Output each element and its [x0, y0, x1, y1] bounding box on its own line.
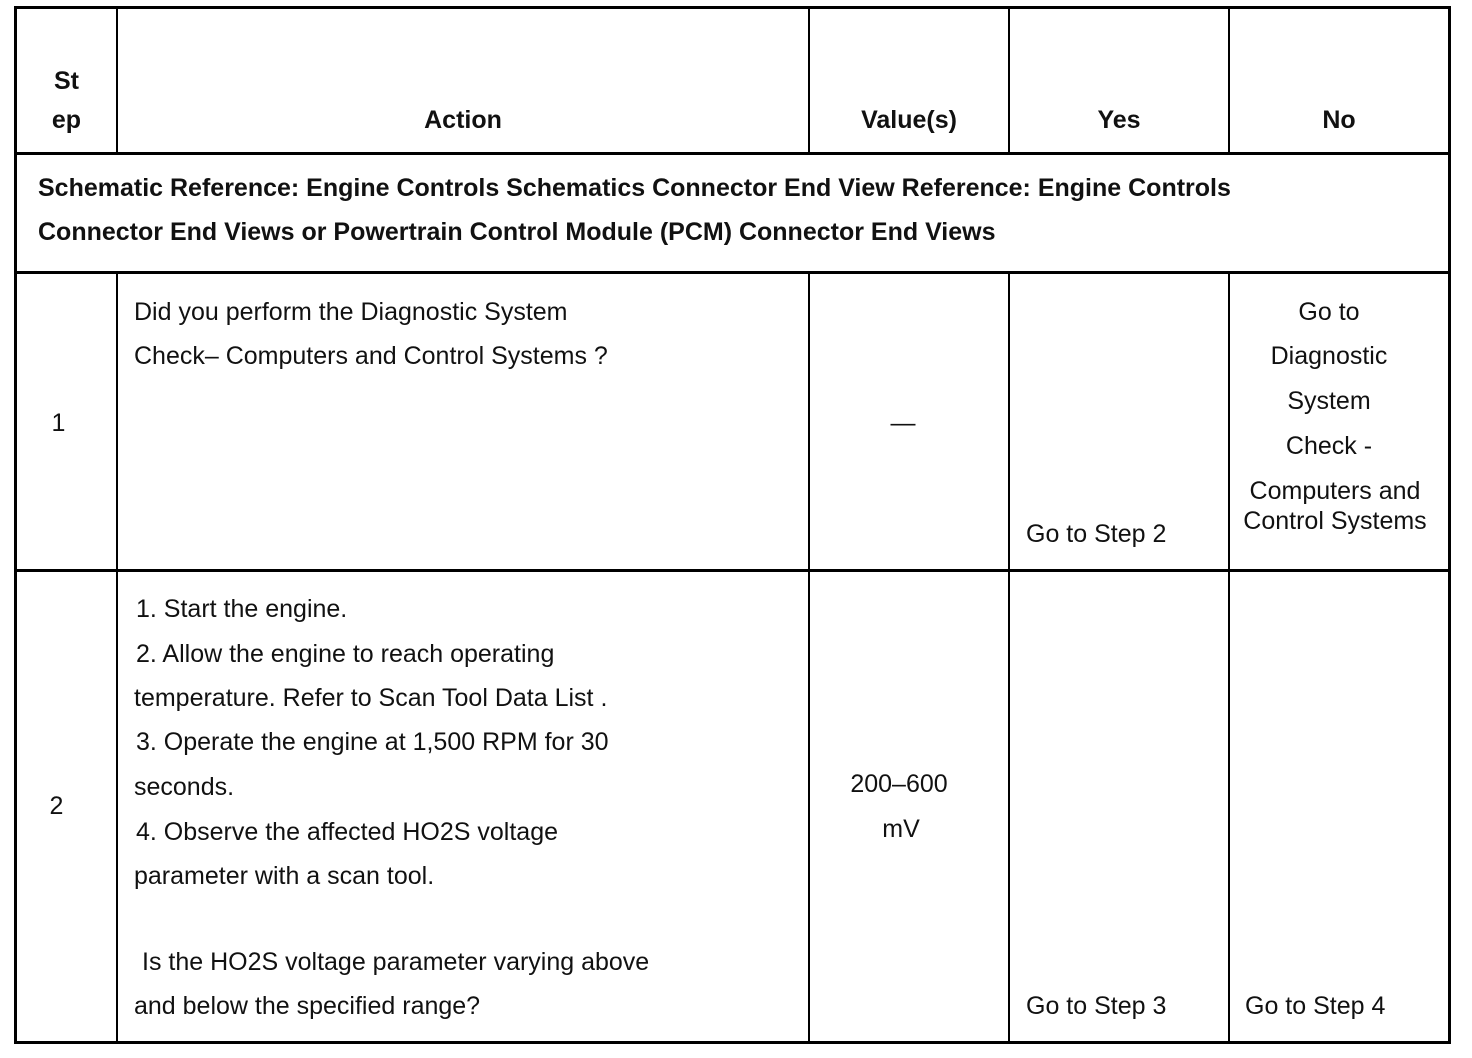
no-link[interactable]: Diagnostic: [1270, 342, 1388, 370]
col-divider-step: [116, 271, 118, 1043]
action-text: Check– Computers and Control Systems ?: [134, 342, 608, 370]
no-link[interactable]: Computers and: [1249, 477, 1421, 505]
reference-divider: [14, 271, 1451, 274]
action-text: 4. Observe the affected HO2S voltage: [136, 818, 559, 846]
no-link[interactable]: Go to Step 4: [1245, 992, 1386, 1020]
action-text: 3. Operate the engine at 1,500 RPM for 30: [136, 728, 609, 756]
header-step-line2: ep: [51, 106, 82, 134]
value-text: —: [890, 409, 916, 437]
no-link[interactable]: Control Systems: [1243, 507, 1427, 535]
action-text: temperature. Refer to Scan Tool Data List .: [134, 684, 608, 712]
action-text: Did you perform the Diagnostic System: [134, 298, 568, 326]
header-yes: Yes: [1097, 106, 1141, 134]
schematic-reference-line1: Schematic Reference: Engine Controls Schematics Connector End View Reference: Engine Controls: [38, 174, 1231, 202]
table-border-right: [1448, 6, 1451, 1044]
no-link[interactable]: Go to: [1298, 298, 1360, 326]
action-text: 2. Allow the engine to reach operating: [136, 640, 555, 668]
step-number: 2: [49, 792, 64, 820]
action-question: Is the HO2S voltage parameter varying above: [142, 948, 650, 976]
col-divider-values: [1008, 271, 1010, 1043]
yes-link[interactable]: Go to Step 2: [1026, 520, 1167, 548]
action-text: parameter with a scan tool.: [134, 862, 435, 890]
schematic-reference-line2: Connector End Views or Powertrain Control Module (PCM) Connector End Views: [38, 218, 996, 246]
action-text: 1. Start the engine.: [136, 595, 348, 623]
yes-link[interactable]: Go to Step 3: [1026, 992, 1167, 1020]
value-text: 200–600: [850, 770, 948, 798]
col-divider-action: [808, 271, 810, 1043]
header-step-line1: St: [54, 67, 79, 95]
table-border-bottom: [14, 1041, 1451, 1044]
step-number: 1: [51, 409, 66, 437]
table-border-left: [14, 6, 17, 1044]
action-text: seconds.: [134, 773, 235, 801]
action-question: and below the specified range?: [134, 992, 481, 1020]
row-divider: [14, 569, 1451, 572]
value-text: mV: [882, 815, 920, 843]
no-link[interactable]: Check -: [1285, 432, 1373, 460]
header-action: Action: [424, 106, 502, 134]
header-no: No: [1322, 106, 1356, 134]
table-border-top: [14, 6, 1451, 9]
header-values: Value(s): [861, 106, 957, 134]
no-link[interactable]: System: [1287, 387, 1371, 415]
header-divider: [14, 152, 1451, 155]
